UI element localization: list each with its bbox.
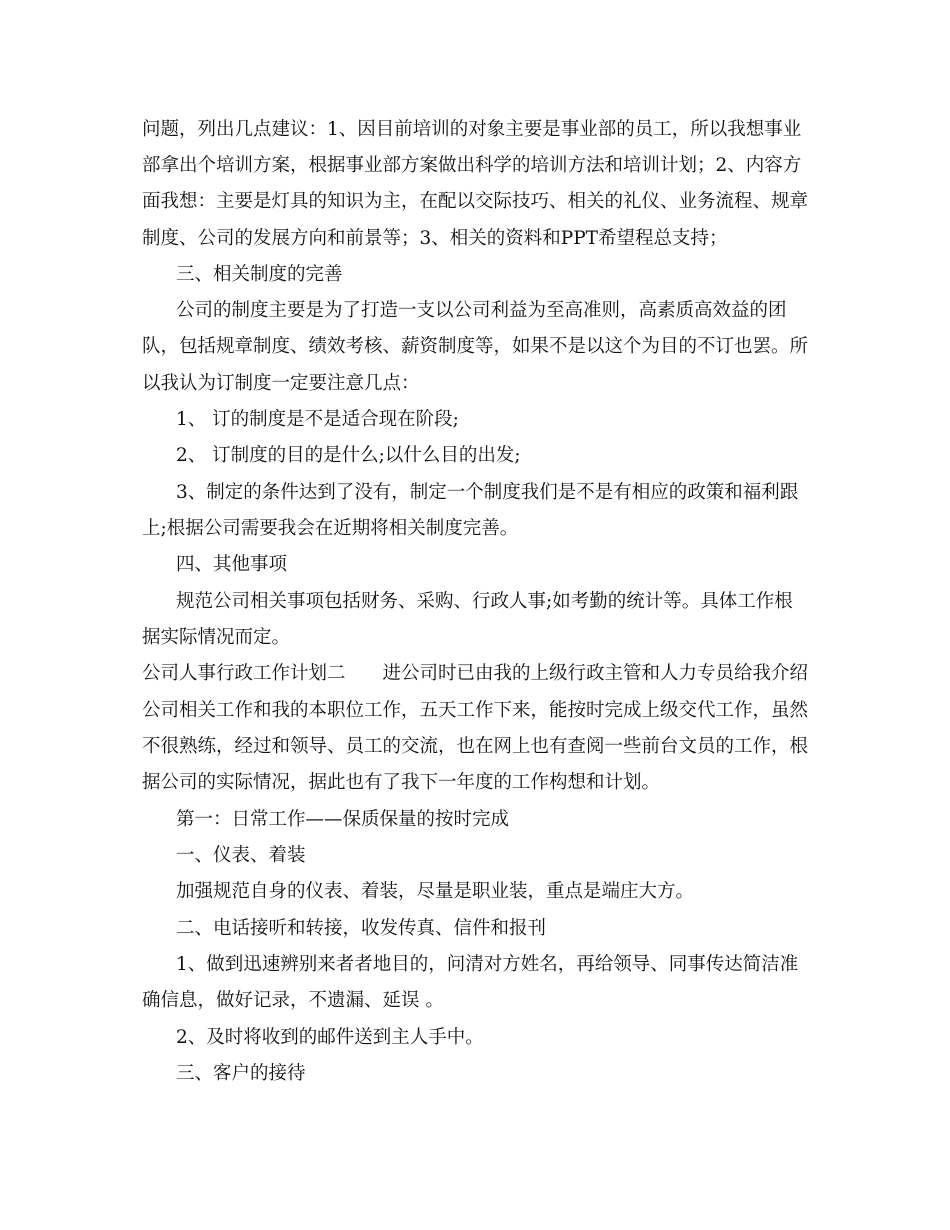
section-heading: 四、其他事项 — [176, 554, 288, 575]
section-heading: 一、仪表、着装 — [176, 845, 306, 866]
list-item: 1、做到迅速辨别来者者地目的，问清对方姓名，再给领导、同事传达简洁准 — [176, 954, 799, 975]
text-line: 以我认为订制度一定要注意几点： — [142, 373, 420, 394]
text-line: 队，包括规章制度、绩效考核、薪资制度等，如果不是以这个为目的不订也罢。所 — [142, 336, 809, 357]
list-item: 2、及时将收到的邮件送到主人手中。 — [176, 1027, 484, 1048]
text-line: 问题，列出几点建议：1、因目前培训的对象主要是事业部的员工，所以我想事业 — [142, 119, 802, 140]
list-item: 2、 订制度的目的是什么;以什么目的出发; — [176, 445, 521, 466]
list-item: 3、制定的条件达到了没有，制定一个制度我们是不是有相应的政策和福利跟 — [176, 482, 799, 503]
list-item: 1、 订的制度是不是适合现在阶段; — [176, 409, 459, 430]
text-line: 据公司的实际情况，据此也有了我下一年度的工作构想和计划。 — [142, 772, 661, 793]
text-line: 公司的制度主要是为了打造一支以公司利益为至高准则，高素质高效益的团 — [176, 300, 787, 321]
text-line: 面我想：主要是灯具的知识为主，在配以交际技巧、相关的礼仪、业务流程、规章 — [142, 191, 809, 212]
section-heading: 三、客户的接待 — [176, 1063, 306, 1084]
text-line: 加强规范自身的仪表、着装，尽量是职业装，重点是端庄大方。 — [176, 881, 695, 902]
text-line: 不很熟练，经过和领导、员工的交流，也在网上也有查阅一些前台文员的工作，根 — [142, 736, 809, 757]
section-heading: 第一：日常工作——保质保量的按时完成 — [176, 809, 510, 830]
text-line: 确信息，做好记录，不遗漏、延误 。 — [142, 990, 444, 1011]
text-line: 公司人事行政工作计划二 进公司时已由我的上级行政主管和人力专员给我介绍 — [142, 663, 809, 684]
text-line: 上;根据公司需要我会在近期将相关制度完善。 — [142, 518, 519, 539]
text-line: 据实际情况而定。 — [142, 627, 291, 648]
text-line: 制度、公司的发展方向和前景等；3、相关的资料和PPT希望程总支持； — [142, 228, 728, 249]
text-line: 公司相关工作和我的本职位工作，五天工作下来，能按时完成上级交代工作，虽然 — [142, 700, 809, 721]
text-line: 部拿出个培训方案，根据事业部方案做出科学的培训方法和培训计划；2、内容方 — [142, 155, 802, 176]
section-heading: 三、相关制度的完善 — [176, 264, 343, 285]
section-heading: 二、电话接听和转接，收发传真、信件和报刊 — [176, 918, 547, 939]
text-line: 规范公司相关事项包括财务、采购、行政人事;如考勤的统计等。具体工作根 — [176, 591, 793, 612]
